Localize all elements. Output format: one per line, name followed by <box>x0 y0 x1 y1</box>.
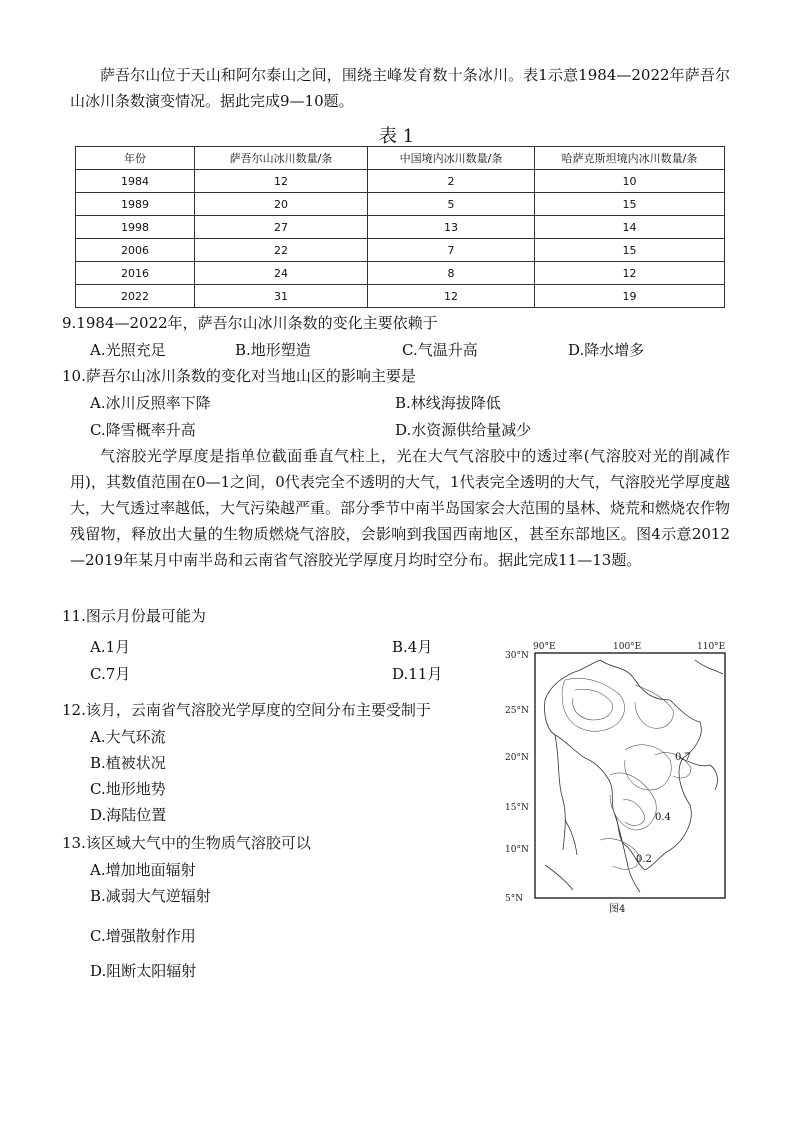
cell: 7 <box>368 239 535 262</box>
cell: 27 <box>195 216 368 239</box>
q9-option-b: B.地形塑造 <box>235 341 311 359</box>
lon-label-90: 90°E <box>533 642 556 652</box>
lat-label-30: 30°N <box>505 651 529 661</box>
cell: 15 <box>535 239 725 262</box>
map-contours <box>562 678 691 869</box>
table-row <box>76 285 725 308</box>
table-row <box>76 262 725 285</box>
lat-label-10: 10°N <box>505 845 529 855</box>
figure-caption: 图4 <box>609 904 626 915</box>
cell: 12 <box>368 285 535 308</box>
lat-label-25: 25°N <box>505 706 529 716</box>
q10-option-a: A.冰川反照率下降 <box>90 394 211 412</box>
aerosol-map-figure <box>505 640 733 920</box>
q10-option-d: D.水资源供给量减少 <box>395 421 532 439</box>
lat-label-15: 15°N <box>505 803 529 813</box>
table-row <box>76 170 725 193</box>
intro-paragraph-2: 气溶胶光学厚度是指单位截面垂直气柱上，光在大气气溶胶中的透过率(气溶胶对光的削减作用)，其数值范围在0—1之间，0代表完全不透明的大气，1代表完全透明的大气，气溶胶光学厚度越大，大气透过率越低，大气污染越严重。部分季节中南半岛国家会大范围的垦林、烧荒和燃烧农作物残留物，释放出大量的生物质燃烧气溶胶，会影响到我国西南地区，甚至东部地区。图4示意2012—2019年某月中南半岛和云南省气溶胶光学厚度月均时空分布。据此完成11—13题。 <box>70 447 731 569</box>
question-10-stem: 10.萨吾尔山冰川条数的变化对当地山区的影响主要是 <box>62 367 416 385</box>
cell: 2 <box>368 170 535 193</box>
q13-option-b: B.减弱大气逆辐射 <box>90 887 211 905</box>
q12-option-d: D.海陆位置 <box>90 806 167 824</box>
q9-option-d: D.降水增多 <box>568 341 645 359</box>
q10-option-c: C.降雪概率升高 <box>90 421 196 439</box>
q11-option-b: B.4月 <box>392 638 433 656</box>
q11-option-a: A.1月 <box>90 638 131 656</box>
header-saur: 萨吾尔山冰川数量/条 <box>195 147 368 170</box>
table-row <box>76 193 725 216</box>
q12-option-c: C.地形地势 <box>90 780 166 798</box>
header-china: 中国境内冰川数量/条 <box>368 147 535 170</box>
question-13-stem: 13.该区域大气中的生物质气溶胶可以 <box>62 834 311 852</box>
map-coastlines <box>544 660 723 892</box>
cell: 1989 <box>76 193 195 216</box>
cell: 20 <box>195 193 368 216</box>
contour-label-04: 0.4 <box>655 812 671 823</box>
contour-label-07: 0.7 <box>675 752 691 763</box>
contour-label-02: 0.2 <box>636 854 652 865</box>
lon-label-110: 110°E <box>697 642 726 652</box>
header-kazakhstan: 哈萨克斯坦境内冰川数量/条 <box>535 147 725 170</box>
table-row <box>76 216 725 239</box>
cell: 14 <box>535 216 725 239</box>
cell: 19 <box>535 285 725 308</box>
intro-paragraph-1: 萨吾尔山位于天山和阿尔泰山之间，围绕主峰发育数十条冰川。表1示意1984—2022年萨吾尔山冰川条数演变情况。据此完成9—10题。 <box>70 66 730 110</box>
cell: 1984 <box>76 170 195 193</box>
q13-option-d: D.阻断太阳辐射 <box>90 962 197 980</box>
q10-option-b: B.林线海拔降低 <box>395 394 501 412</box>
cell: 1998 <box>76 216 195 239</box>
q11-option-d: D.11月 <box>392 665 443 683</box>
question-9-stem: 9.1984—2022年，萨吾尔山冰川条数的变化主要依赖于 <box>62 314 438 332</box>
table-header-row <box>76 147 725 170</box>
header-year: 年份 <box>76 147 195 170</box>
lat-label-5: 5°N <box>505 894 524 904</box>
glacier-table <box>75 146 725 308</box>
q12-option-a: A.大气环流 <box>90 728 166 746</box>
cell: 12 <box>195 170 368 193</box>
q9-option-c: C.气温升高 <box>402 341 478 359</box>
q11-option-c: C.7月 <box>90 665 131 683</box>
cell: 13 <box>368 216 535 239</box>
cell: 8 <box>368 262 535 285</box>
question-11-stem: 11.图示月份最可能为 <box>62 607 206 625</box>
cell: 24 <box>195 262 368 285</box>
question-12-stem: 12.该月，云南省气溶胶光学厚度的空间分布主要受制于 <box>62 701 431 719</box>
q13-option-c: C.增强散射作用 <box>90 927 196 945</box>
cell: 2006 <box>76 239 195 262</box>
table-row <box>76 239 725 262</box>
q13-option-a: A.增加地面辐射 <box>90 861 196 879</box>
lon-label-100: 100°E <box>613 642 642 652</box>
cell: 10 <box>535 170 725 193</box>
lat-label-20: 20°N <box>505 753 529 763</box>
q12-option-b: B.植被状况 <box>90 754 166 772</box>
cell: 12 <box>535 262 725 285</box>
q9-option-a: A.光照充足 <box>90 341 166 359</box>
cell: 5 <box>368 193 535 216</box>
cell: 2022 <box>76 285 195 308</box>
table-caption: 表 1 <box>378 126 415 147</box>
cell: 31 <box>195 285 368 308</box>
cell: 2016 <box>76 262 195 285</box>
cell: 22 <box>195 239 368 262</box>
cell: 15 <box>535 193 725 216</box>
